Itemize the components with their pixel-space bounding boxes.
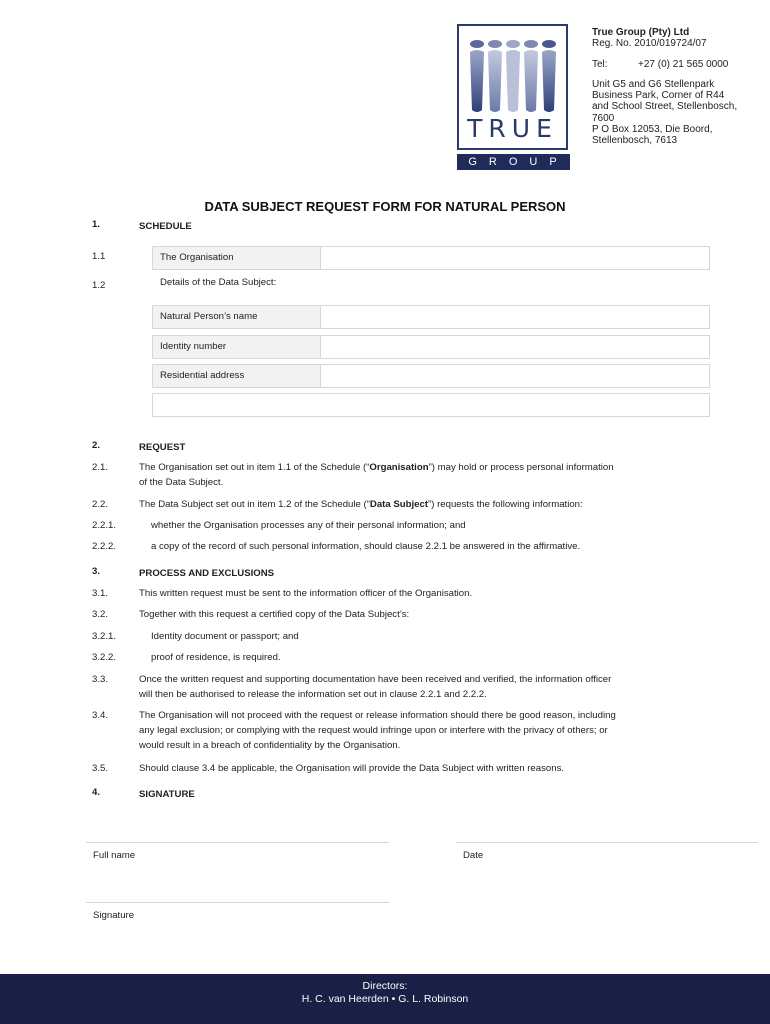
date-input[interactable]: [456, 818, 760, 842]
address-line: Unit G5 and G6 Stellenpark: [592, 78, 715, 90]
footer-directors-names: H. C. van Heerden • G. L. Robinson: [301, 993, 469, 1005]
telephone-row: [592, 59, 764, 70]
address-row-2: [152, 393, 710, 417]
clause-3-5: Should clause 3.4 be applicable, the Organisation will provide the Data Subject with written reasons.: [139, 763, 565, 774]
section-heading-request: REQUEST: [139, 442, 186, 453]
clause-number: 2.1.: [92, 462, 109, 473]
name-row: [152, 305, 710, 329]
footer-directors-heading: Directors:: [362, 980, 408, 992]
defined-term: Data Subject: [369, 499, 429, 510]
full-name-label: Full name: [93, 850, 136, 861]
clause-text: The Organisation set out in item 1.1 of the Schedule (“: [139, 462, 370, 473]
clause-3-1: This written request must be sent to the information officer of the Organisation.: [139, 588, 473, 599]
clause-text: would result in a breach of confidentiality by the Organisation.: [139, 740, 401, 751]
logo-group-band: GROUP: [457, 154, 570, 170]
clause-text: will then be authorised to release the information set out in clause 2.2.1 and 2.2.2.: [139, 689, 487, 700]
section-heading-process: PROCESS AND EXCLUSIONS: [139, 568, 275, 579]
clause-2-2-2: a copy of the record of such personal information, should clause 2.2.1 be answered in the affirmative.: [151, 541, 581, 552]
registration-number: Reg. No. 2010/019724/07: [592, 38, 707, 50]
clause-text: The Organisation will not proceed with the request or release information should there be good reason, including: [139, 710, 616, 721]
clause-number: 2.2.2.: [92, 541, 117, 552]
clause-number: 3.2.2.: [92, 652, 117, 663]
date-line: [456, 842, 758, 843]
full-name-input[interactable]: [86, 818, 390, 842]
clause-3-2-1: Identity document or passport; and: [151, 631, 299, 642]
clause-text: ”) requests the following information:: [428, 499, 583, 510]
address-line: and School Street, Stellenbosch,: [592, 101, 738, 113]
company-address: [592, 79, 764, 147]
organisation-label: The Organisation: [153, 247, 321, 269]
clause-number: 3.2.: [92, 609, 109, 620]
company-info: [592, 27, 764, 147]
item-number: 1.1: [92, 251, 106, 262]
address-line: 7600: [592, 112, 615, 124]
organisation-input[interactable]: [323, 248, 707, 270]
clause-number: 2.2.1.: [92, 520, 117, 531]
full-name-line: [86, 842, 389, 843]
section-number: 3.: [92, 566, 101, 577]
section-heading-schedule: SCHEDULE: [139, 221, 192, 232]
section-number: 1.: [92, 219, 101, 230]
item-number: 1.2: [92, 280, 106, 291]
clause-number: 2.2.: [92, 499, 109, 510]
clause-number: 3.5.: [92, 763, 109, 774]
section-heading-signature: SIGNATURE: [139, 789, 195, 800]
address-row: [152, 364, 710, 388]
address-input[interactable]: [323, 366, 707, 388]
section-number: 4.: [92, 787, 101, 798]
name-input[interactable]: [323, 307, 707, 329]
identity-row: [152, 335, 710, 359]
footer-band: [0, 974, 770, 1024]
signature-line: [86, 902, 389, 903]
section-number: 2.: [92, 440, 101, 451]
clause-3-2-2: proof of residence, is required.: [151, 652, 281, 663]
telephone-label: Tel:: [592, 58, 608, 70]
signature-label: Signature: [93, 910, 135, 921]
logo-figures-icon: [467, 38, 559, 116]
date-label: Date: [463, 850, 484, 861]
defined-term: Organisation: [369, 462, 429, 473]
clause-text: The Data Subject set out in item 1.2 of the Schedule (“: [139, 499, 370, 510]
clause-2-2-1: whether the Organisation processes any of their personal information; and: [151, 520, 466, 531]
clause-2-2: [139, 497, 684, 512]
clause-number: 3.1.: [92, 588, 109, 599]
clause-3-4: [139, 708, 684, 753]
address-line: P O Box 12053, Die Boord,: [592, 124, 713, 136]
form-title: DATA SUBJECT REQUEST FORM FOR NATURAL PERSON: [204, 199, 566, 214]
address-line: Business Park, Corner of R44: [592, 90, 725, 102]
identity-input[interactable]: [323, 337, 707, 359]
company-logo: [457, 24, 568, 150]
address-input-2[interactable]: [157, 395, 709, 417]
signature-field[interactable]: [86, 870, 386, 900]
organisation-row: [152, 246, 710, 270]
identity-label: Identity number: [153, 336, 321, 358]
telephone-value: +27 (0) 21 565 0000: [638, 58, 729, 70]
name-label: Natural Person’s name: [153, 306, 321, 328]
clause-number: 3.2.1.: [92, 631, 117, 642]
clause-2-1: [139, 460, 684, 490]
details-label: Details of the Data Subject:: [160, 277, 277, 288]
clause-3-3: [139, 672, 684, 702]
clause-text: Once the written request and supporting documentation have been received and verified, the information officer: [139, 674, 612, 685]
clause-3-2: Together with this request a certified copy of the Data Subject’s:: [139, 609, 410, 620]
clause-text: any legal exclusion; or complying with the request would infringe upon or interfere with the privacy of others; or: [139, 725, 608, 736]
logo-wordmark: TRUE: [467, 114, 558, 143]
clause-number: 3.3.: [92, 674, 109, 685]
company-name: True Group (Pty) Ltd: [592, 27, 690, 38]
clause-number: 3.4.: [92, 710, 109, 721]
address-label: Residential address: [153, 365, 321, 387]
clause-text: ”) may hold or process personal information: [428, 462, 614, 473]
address-line: Stellenbosch, 7613: [592, 135, 678, 147]
clause-text: of the Data Subject.: [139, 477, 224, 488]
